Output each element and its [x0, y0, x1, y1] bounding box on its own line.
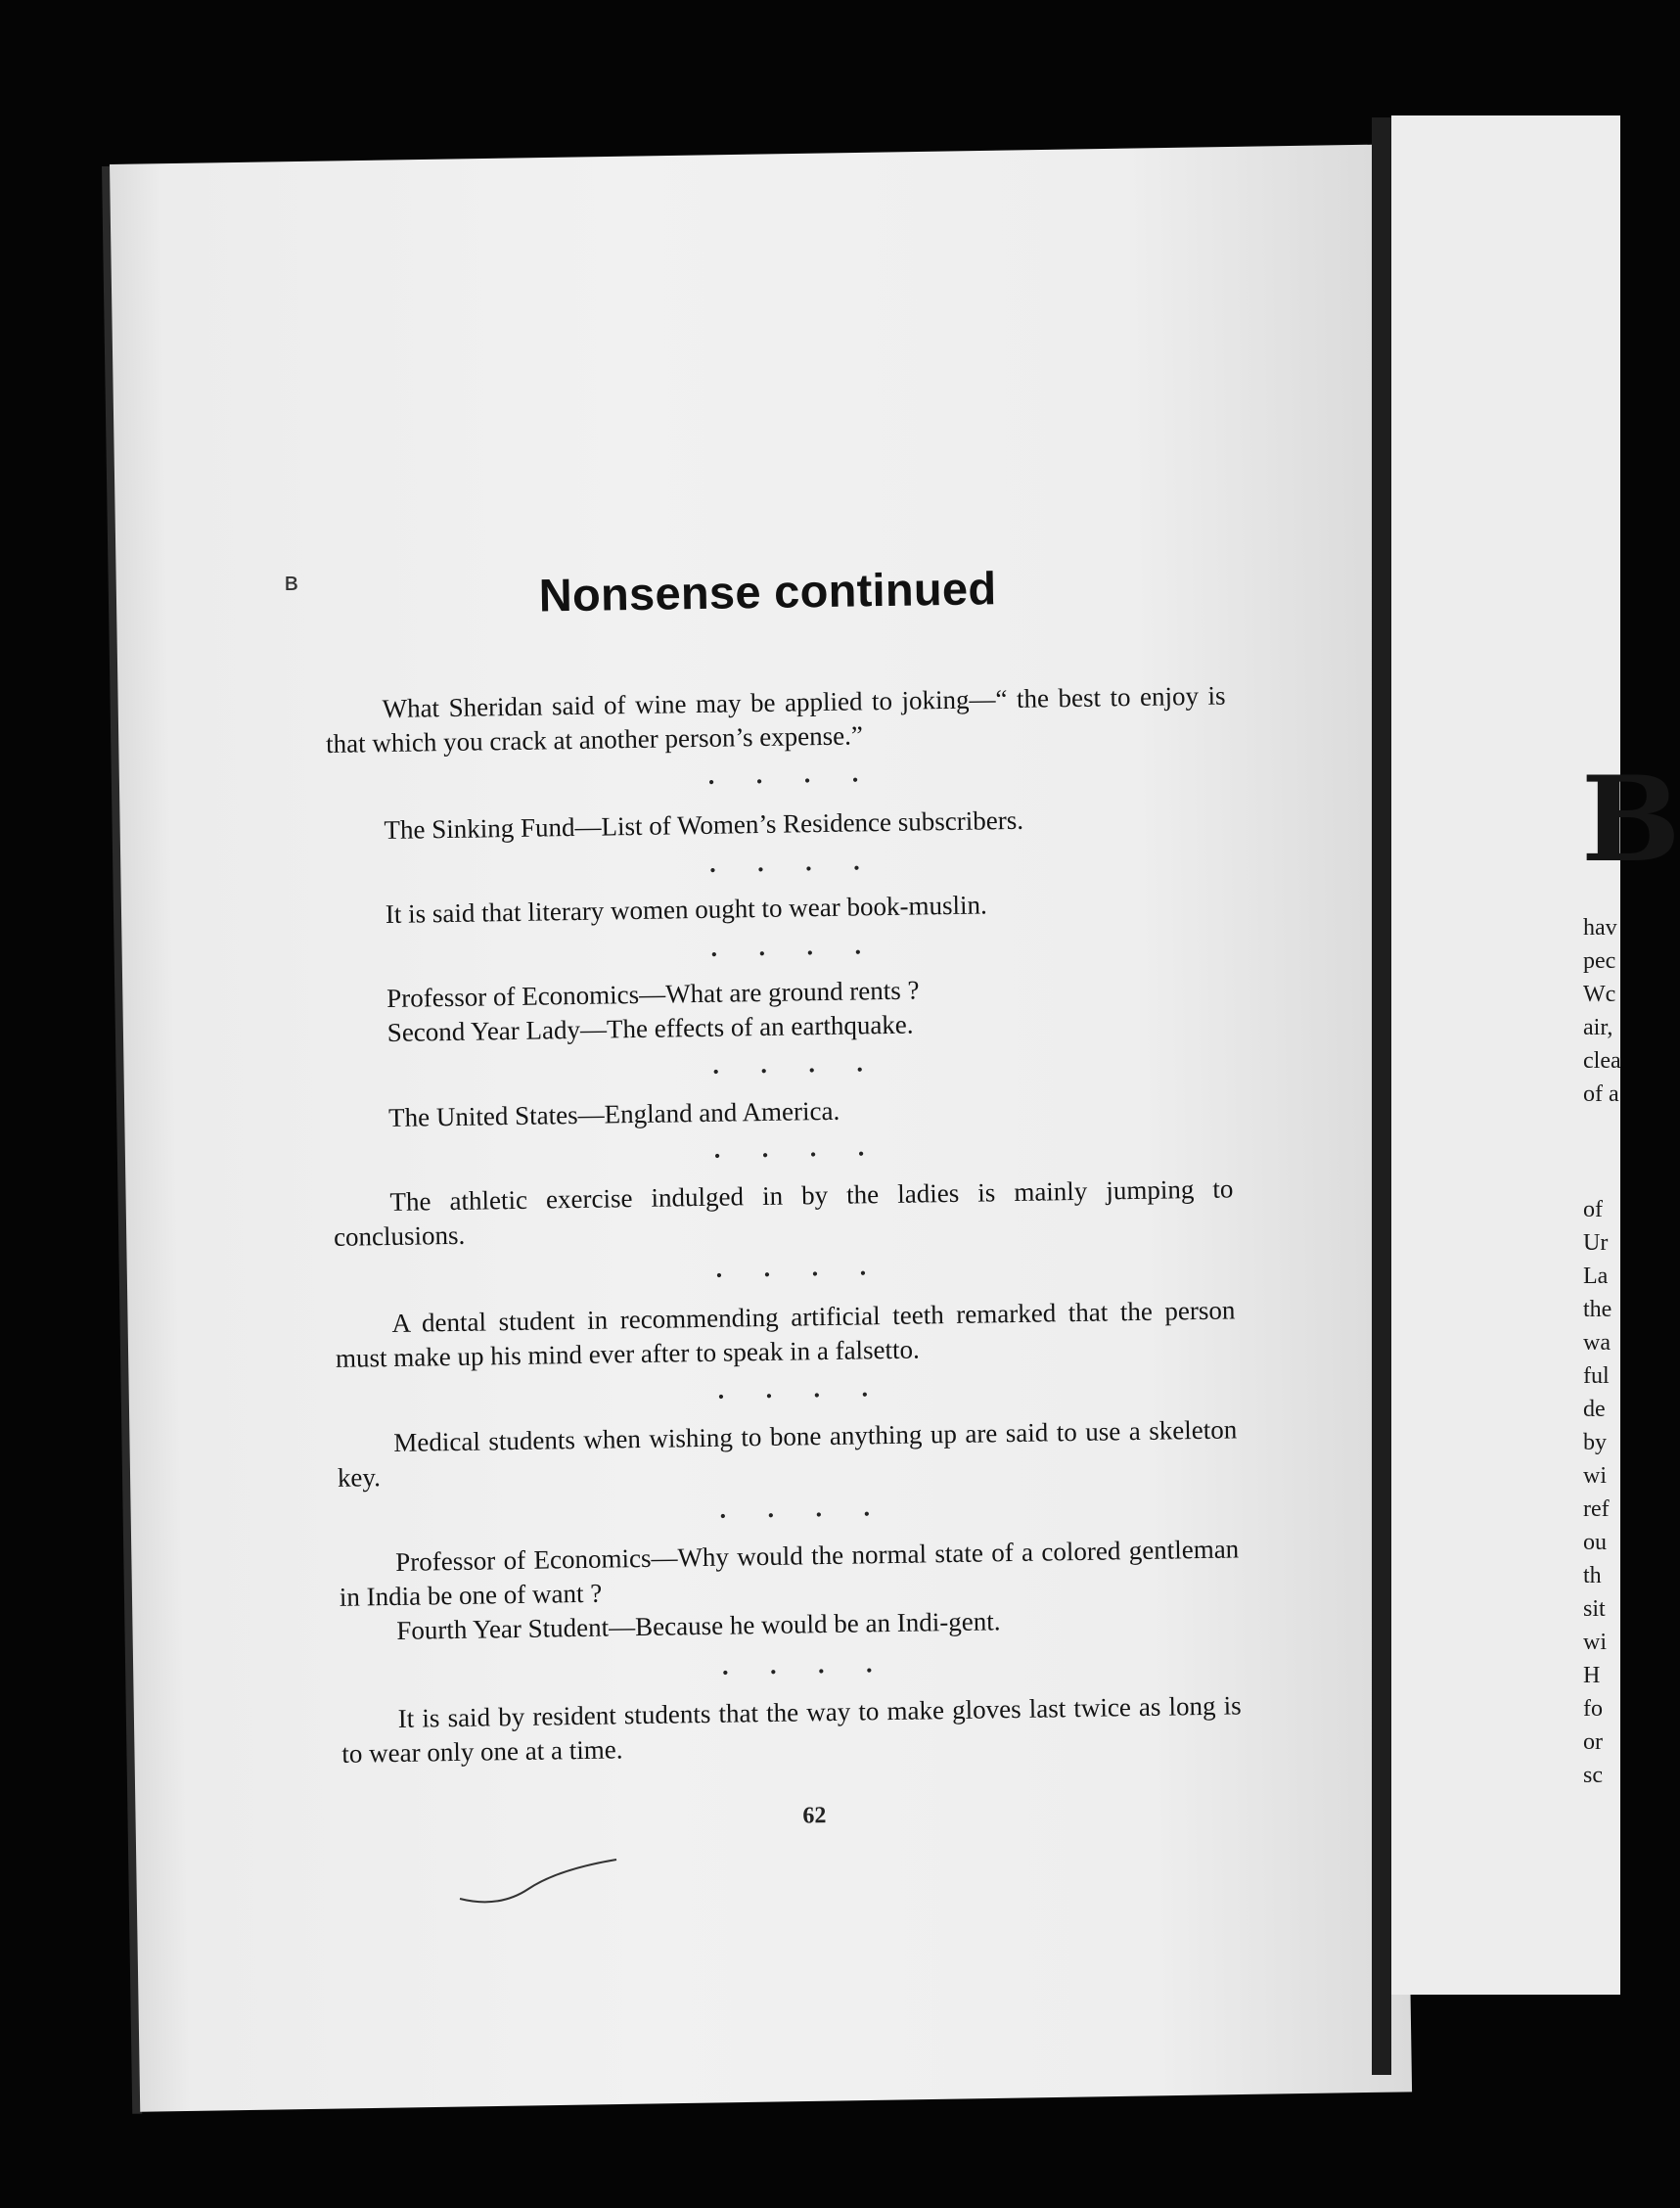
- dialogue-line: Fourth Year Student—Because he would be an Indi-gent.: [396, 1606, 1001, 1645]
- facing-line: th: [1583, 1563, 1602, 1588]
- facing-line: ou: [1583, 1530, 1607, 1555]
- separator-dots: . . . .: [715, 1252, 885, 1283]
- dialogue-line: Professor of Economics—What are ground rents ?: [386, 975, 920, 1014]
- facing-line: clea: [1583, 1048, 1621, 1074]
- separator-dots: . . . .: [707, 759, 877, 790]
- separator-dots: . . . .: [717, 1373, 886, 1404]
- facing-line: de: [1583, 1397, 1606, 1422]
- joke-paragraph: The Sinking Fund—List of Women’s Residence subscribers.: [384, 805, 1024, 846]
- page-title: Nonsense continued: [538, 562, 997, 621]
- separator-dots: . . . .: [719, 1493, 888, 1524]
- joke-paragraph: Medical students when wishing to bone anything up are said to use a skeleton key.: [337, 1414, 1238, 1493]
- facing-line: wi: [1583, 1630, 1607, 1655]
- facing-line: ful: [1583, 1363, 1610, 1389]
- facing-line: sit: [1583, 1596, 1606, 1622]
- facing-line: ref: [1583, 1496, 1610, 1522]
- joke-paragraph: It is said that literary women ought to wear book-muslin.: [385, 890, 987, 930]
- facing-line: wa: [1583, 1330, 1611, 1356]
- facing-line: air,: [1583, 1015, 1613, 1040]
- separator-dots: . . . .: [713, 1132, 883, 1164]
- facing-line: hav: [1583, 915, 1617, 941]
- facing-line: or: [1583, 1729, 1603, 1755]
- joke-paragraph: A dental student in recommending artificial teeth remarked that the person must make up his mind ever after to speak in a falsetto.: [335, 1295, 1236, 1373]
- facing-line: pec: [1583, 948, 1616, 974]
- facing-line: Wc: [1583, 982, 1616, 1007]
- joke-paragraph: What Sheridan said of wine may be applied to joking—“ the best to enjoy is that which you crack at another person’s expense.”: [325, 680, 1226, 759]
- separator-dots: . . . .: [710, 931, 880, 962]
- facing-line: La: [1583, 1264, 1609, 1289]
- separator-dots: . . . .: [721, 1649, 890, 1680]
- facing-line: the: [1583, 1297, 1612, 1322]
- book-gutter: [1372, 117, 1391, 2075]
- facing-line: of a: [1583, 1081, 1619, 1107]
- dialogue-line: Second Year Lady—The effects of an earthquake.: [386, 1009, 914, 1048]
- facing-page: [1391, 115, 1680, 1995]
- facing-line: Ur: [1583, 1230, 1609, 1256]
- facing-line: sc: [1583, 1763, 1603, 1788]
- facing-line: wi: [1583, 1463, 1607, 1489]
- facing-page-initial: B: [1581, 751, 1680, 889]
- dialogue-line: Professor of Economics—Why would the normal state of a colored gentleman in India be one of want ?: [339, 1534, 1240, 1612]
- dialogue-paragraph: [330, 968, 1231, 1050]
- joke-paragraph: The United States—England and America.: [387, 1095, 840, 1133]
- separator-dots: . . . .: [712, 1048, 882, 1080]
- facing-line: by: [1583, 1430, 1607, 1455]
- dialogue-paragraph: [339, 1532, 1241, 1648]
- facing-line: of: [1583, 1197, 1603, 1222]
- pen-stroke-mark: [460, 1840, 656, 1918]
- joke-paragraph: It is said by resident students that the way to make gloves last twice as long is to wear only one at a time.: [341, 1690, 1242, 1769]
- joke-paragraph: The athletic exercise indulged in by the ladies is mainly jumping to conclusions.: [333, 1173, 1234, 1252]
- ink-mark: ʙ: [284, 568, 299, 597]
- separator-dots: . . . .: [708, 847, 878, 878]
- page-number: 62: [802, 1803, 827, 1829]
- facing-line: fo: [1583, 1696, 1603, 1722]
- facing-line: H: [1583, 1663, 1601, 1688]
